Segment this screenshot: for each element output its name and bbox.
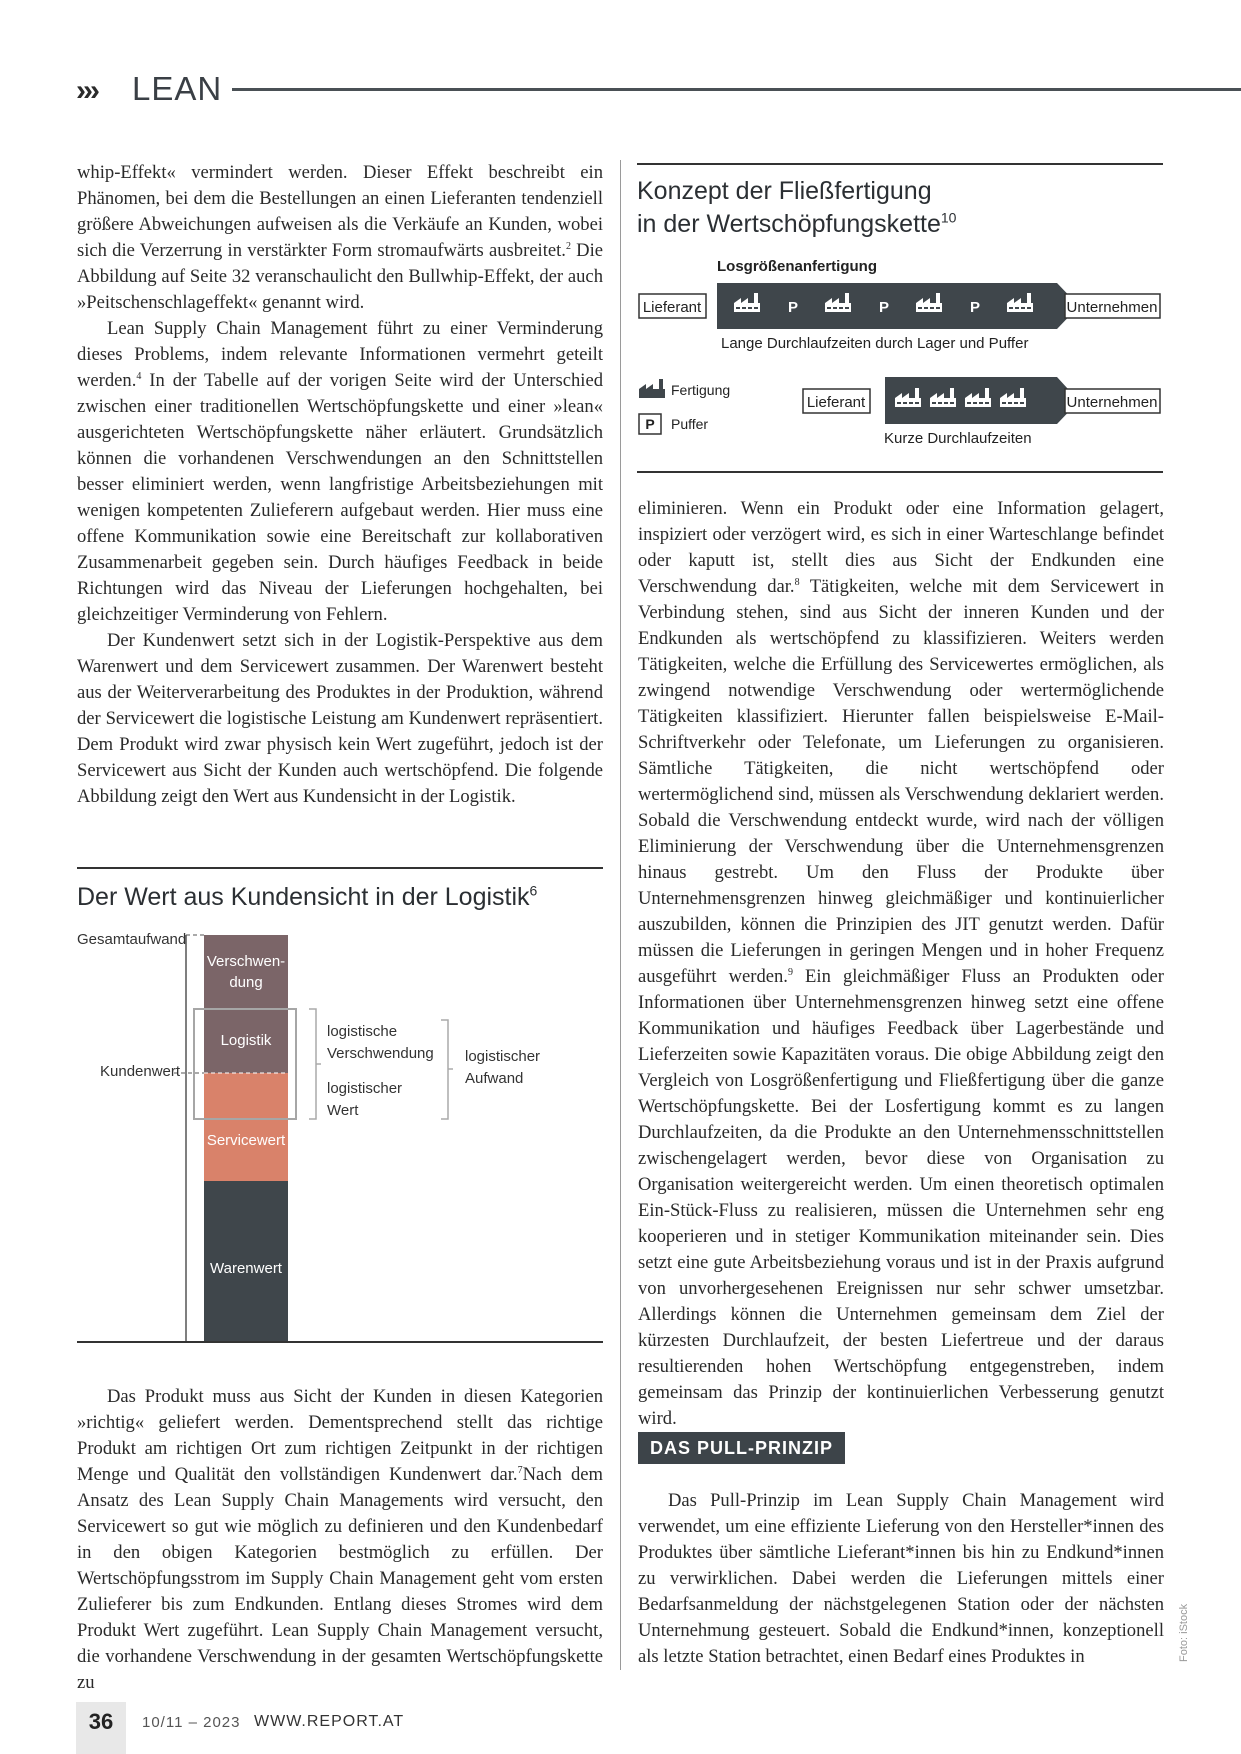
section-title: LEAN [132, 70, 223, 107]
value-diagram [77, 867, 603, 1343]
brace-value-2: Wert [327, 1102, 359, 1119]
segment-service [204, 1073, 288, 1181]
left-column-bottom [77, 1384, 603, 1696]
column-divider [620, 160, 621, 1670]
paragraph: Lean Supply Chain Management führt zu einer Verminderung dieses Problems, indem relevante Informationen vermehrt geteilt werden.$^4$ In der Tabelle auf der vorigen Seite wird der Unterschied zwischen einer traditionellen Wertschöpfungskette und einer »lean« ausgerichteten Wertschöpfungskette näher erläutert. Grundsätzlich können die vorhandenen Verschwendungen an den Schnittstellen besser eliminiert werden, wenn langfristige Arbeitsbeziehungen mit wenigen kompetenten Zulieferern aufgebaut werden. Hier muss eine offene Kommunikation sowie eine Bereitschaft zur kollaborativen Zusammenarbeit gegeben sein. Durch häufiges Feedback in beide Richtungen wird das Niveau der Lieferungen hochgehalten, bei gleichzeitiger Verminderung von Fehlern. [77, 318, 603, 625]
figure-bottom-rule [77, 1341, 603, 1343]
company-label-bottom: Unternehmen [1066, 394, 1158, 411]
paragraph: Das Pull-Prinzip im Lean Supply Chain Management wird verwendet, um eine effiziente Lieferung von den Hersteller*innen des Produktes über sämtliche Lieferant*innen bis hin zu Endkund*innen zu verwirklichen. Dabei werden die Lieferungen mittels einer Bedarfsanmeldung der nächstgelegenen Station oder der nächsten Unternehmung gesteuert. Sobald die Endkund*innen, konzeptionell als letzte Station betrachtet, einen Bedarf eines Produktes in [638, 1490, 1164, 1667]
company-label-top: Unternehmen [1066, 299, 1158, 316]
legend-production: Fertigung [671, 382, 731, 398]
batch-caption: Lange Durchlaufzeiten durch Lager und Puffer [721, 335, 1029, 352]
brace-waste-1: logistische [327, 1023, 398, 1040]
chevron-icon: ››› [76, 74, 97, 107]
brace-waste-2: Verschwendung [327, 1045, 434, 1062]
brace-inner [309, 1009, 316, 1119]
supplier-label-bottom: Lieferant [806, 394, 866, 411]
factory-icon [639, 379, 665, 398]
legend-buffer-letter: P [645, 416, 655, 432]
figure-title: Der Wert aus Kundensicht in der Logistik$^6$ [77, 882, 538, 911]
figure-title: Konzept der Fließfertigung in der Wertschöpfungskette$^{10}$ [637, 177, 957, 238]
figure-customer-value [77, 867, 603, 1343]
brace-total-1: logistischer [465, 1048, 541, 1065]
left-column-top [77, 160, 603, 810]
right-column-bottom [638, 1488, 1164, 1670]
paragraph: eliminieren. Wenn ein Produkt oder eine Information gelagert, inspiziert oder verzögert wird, es sich in einer Warteschlange befindet oder kaputt ist, stellt dies aus Sicht der Endkunden eine Verschwendung dar.$^8$ Tätigkeiten, welche mit dem Servicewert in Verbindung stehen, sind aus Sicht der inneren Kunden und der Endkunden als wertschöpfend zu klassifizieren. Weiters werden Tätigkeiten, welche die Erfüllung des Servicewertes ermöglichen, als zwingend notwendige Verschwendung oder wertermöglichende Tätigkeiten klassifiziert. Hierunter fallen beispielsweise E-Mail-Schriftverkehr oder Telefonate, um Lieferungen zu organisieren. Sämtliche Tätigkeiten, die nicht wertschöpfend oder wertermöglichend sind, müssen als Verschwendung deklariert werden. Sobald die Verschwendung entdeckt wurde, wird nach der völligen Eliminierung der Verschwendung über die Unternehmensgrenzen hinaus gestrebt. Um den Fluss der Produkte über Unternehmensgrenzen hinweg gleichmäßiger und kontinuierlicher auszubilden, können die Prinzipien des JIT genutzt werden. Dafür müssen die Lieferungen in geringen Mengen und in hoher Frequenz ausgeführt werden.$^9$ Ein gleichmäßiger Fluss an Produkten oder Informationen über Unternehmensgrenzen hinweg setzt eine offene Kommunikation und häufiges Feedback über Lagerbestände und Lieferzeiten sowie Kapazitäten voraus. Die obige Abbildung zeigt den Vergleich von Losgrößenfertigung und Fließfertigung über die ganze Wertschöpfungskette. Bei der Losfertigung kommt es zu langen Durchlaufzeiten, da die Produkte an den Unternehmensschnittstellen zwischengelagert werden, bevor diese von Organisation zu Organisation weitergereicht werden. Um einen theoretisch optimalen Ein-Stück-Fluss zu realisieren, müssen die Unternehmen sehr eng kooperieren und in stetiger Kommunikation miteinander sein. Dies setzt eine gute Arbeitsbeziehung voraus und ist in der Praxis aufgrund von unvorhergesehenen Ereignissen nur sehr schwer umsetzbar. Allerdings können die Unternehmen gemeinsam dem Ziel der kürzesten Durchlaufzeit, der besten Liefertreue und der daraus resultierenden hohen Wertschöpfung entgegenstreben, indem gemeinsam das Prinzip der kontinuierlichen Verbesserung genutzt wird. [638, 498, 1164, 1429]
issue-date: 10/11 – 2023 [142, 1714, 241, 1731]
page-number: 36 [76, 1702, 126, 1754]
paragraph: Das Produkt muss aus Sicht der Kunden in diesen Kategorien »richtig« geliefert werden. Dementsprechend stellt das richtige Produkt am richtigen Ort zum richtigen Zeitpunkt in der richtigen Menge und Qualität den vollständigen Kundenwert dar.$^7$Nach dem Ansatz des Lean Supply Chain Managements wird versucht, den Servicewert so gut wie möglich zu definieren und den Kundenbedarf in den obigen Kategorien bestmöglich zu erfüllen. Der Wertschöpfungsstrom im Supply Chain Management geht vom ersten Zulieferer bis zum Endkunden. Entlang dieses Stromes wird dem Produkt Wert zugeführt. Lean Supply Chain Management versucht, die vorhandene Verschwendung in der gesamten Wertschöpfungskette zu [77, 1386, 603, 1693]
segment-waste [204, 935, 288, 1007]
segment-waste-label-1: Verschwen- [206, 953, 286, 970]
section-header [76, 66, 1241, 116]
buffer-letter: P [969, 299, 981, 316]
segment-goods-label: Warenwert [210, 1260, 282, 1277]
batch-label: Losgrößenanfertigung [717, 258, 877, 275]
supplier-label-top: Lieferant [642, 299, 702, 316]
header-rule [232, 88, 1241, 91]
brace-value-1: logistischer [327, 1080, 403, 1097]
buffer-letter: P [878, 299, 890, 316]
flow-diagram [637, 163, 1163, 473]
paragraph: Der Kundenwert setzt sich in der Logistik-Perspektive aus dem Warenwert und dem Servicewert zusammen. Der Warenwert besteht aus der Weiterverarbeitung des Produktes in der Produktion, während der Servicewert die logistische Leistung am Kundenwert repräsentiert. Dem Produkt wird zwar physisch kein Wert zugeführt, jedoch ist der Servicewert aus Sicht der Kunden auch wertschöpfend. Die folgende Abbildung zeigt den Wert aus Kundensicht in der Logistik. [77, 630, 603, 807]
figure-flow-production [637, 163, 1163, 473]
subheading-pull-principle: DAS PULL-PRINZIP [638, 1432, 845, 1464]
brace-outer [441, 1020, 448, 1119]
segment-service-label: Servicewert [206, 1132, 286, 1149]
legend-buffer: Puffer [671, 416, 709, 432]
flow-caption: Kurze Durchlaufzeiten [884, 430, 1032, 447]
label-customer-value: Kundenwert [100, 1063, 181, 1080]
buffer-letter: P [787, 299, 799, 316]
figure-bottom-rule [637, 471, 1163, 473]
label-total: Gesamtaufwand [77, 931, 187, 948]
right-column-top [638, 496, 1164, 1432]
website-link[interactable]: WWW.REPORT.AT [254, 1713, 405, 1730]
paragraph: whip-Effekt« vermindert werden. Dieser Effekt beschreibt ein Phänomen, bei dem die Bestellungen an einen Lieferanten tendenziell größere Abweichungen aufweisen als die Verkäufe an Kunden, wobei sich die Verzerrung in verstärkter Form stromaufwärts ausbreitet.$^2$ Die Abbildung auf Seite 32 veranschaulicht den Bullwhip-Effekt, der auch »Peitschenschlageffekt« genannt wird. [77, 162, 603, 313]
segment-logistics-label: Logistik [220, 1032, 272, 1049]
segment-waste-label-2: dung [229, 974, 263, 991]
photo-credit: Foto: iStock [1178, 1603, 1190, 1662]
brace-total-2: Aufwand [465, 1070, 524, 1087]
